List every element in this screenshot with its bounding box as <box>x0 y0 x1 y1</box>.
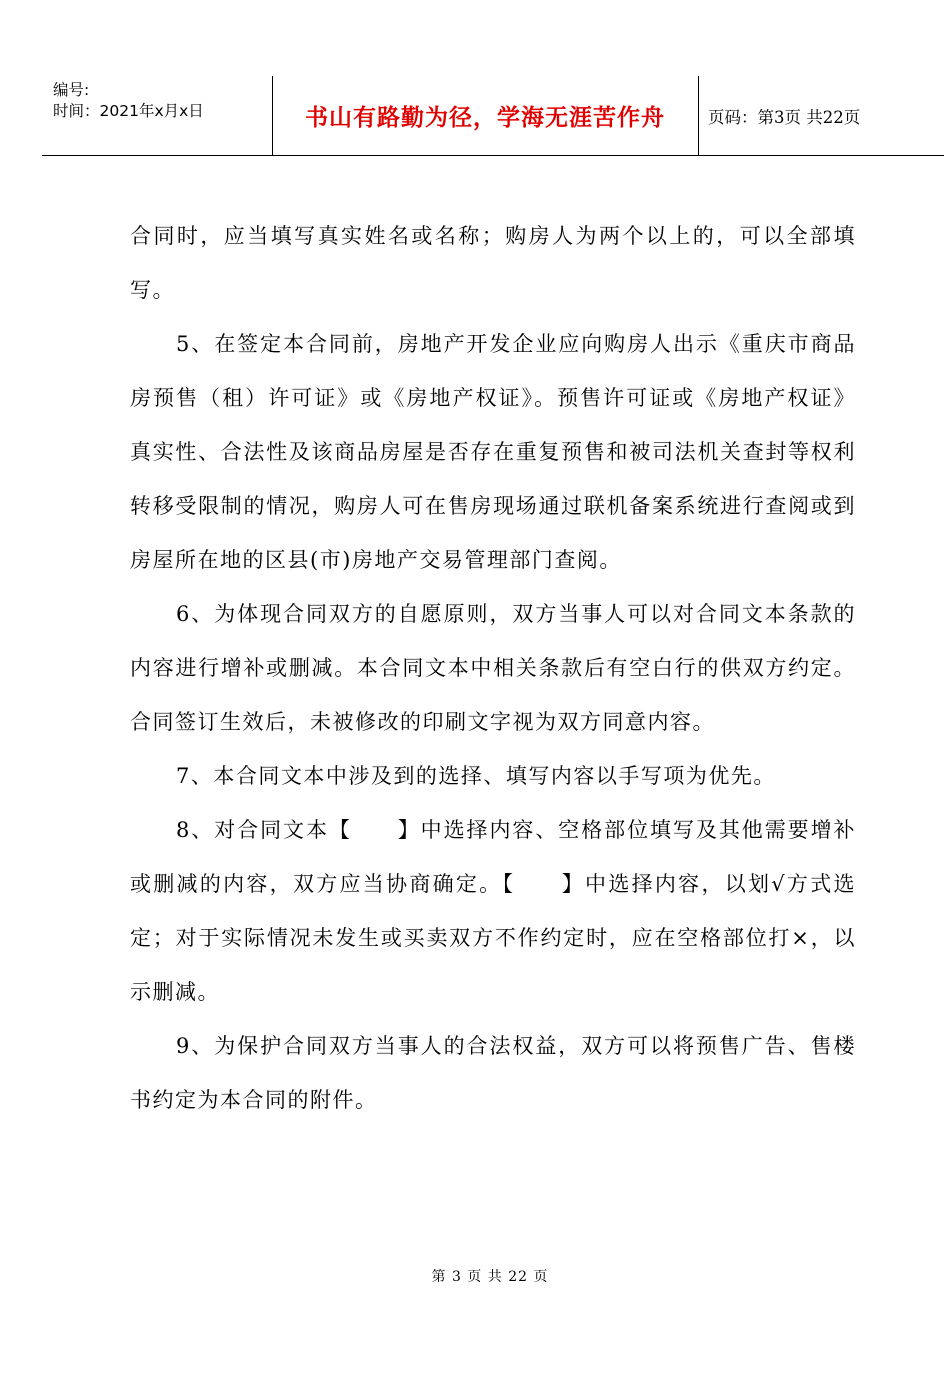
page-header <box>42 76 944 156</box>
paragraph-item-9: 9、为保护合同双方当事人的合法权益，双方可以将预售广告、售楼书约定为本合同的附件。 <box>130 1034 856 1112</box>
header-page-info: 页码：第3页 共22页 <box>708 107 861 127</box>
paragraph-item-7: 7、本合同文本中涉及到的选择、填写内容以手写项为优先。 <box>176 764 776 788</box>
document-time-label: 时间：2021年x月x日 <box>53 102 204 120</box>
document-body <box>130 209 856 1127</box>
paragraph-item-8: 8、对合同文本【 】中选择内容、空格部位填写及其他需要增补或删减的内容，双方应当协商确定。【 】中选择内容，以划√方式选定；对于实际情况未发生或买卖双方不作约定时，应在空格部位打×，以示删减。 <box>130 818 856 1004</box>
header-divider-right <box>698 76 699 155</box>
header-meta <box>53 80 271 122</box>
paragraph-item-5: 5、在签定本合同前，房地产开发企业应向购房人出示《重庆市商品房预售（租）许可证》或《房地产权证》。预售许可证或《房地产权证》真实性、合法性及该商品房屋是否存在重复预售和被司法机关查封等权利转移受限制的情况，购房人可在售房现场通过联机备案系统进行查阅或到房屋所在地的区县(市)房地产交易管理部门查阅。 <box>130 332 856 572</box>
paragraph-item-6: 6、为体现合同双方的自愿原则，双方当事人可以对合同文本条款的内容进行增补或删减。本合同文本中相关条款后有空白行的供双方约定。合同签订生效后，未被修改的印刷文字视为双方同意内容。 <box>130 602 856 734</box>
document-number-label: 编号: <box>53 81 90 99</box>
page-footer: 第 3 页 共 22 页 <box>431 1269 549 1285</box>
paragraph-continuation: 合同时，应当填写真实姓名或名称；购房人为两个以上的，可以全部填写。 <box>130 224 856 302</box>
header-motto: 书山有路勤为径，学海无涯苦作舟 <box>305 104 665 131</box>
